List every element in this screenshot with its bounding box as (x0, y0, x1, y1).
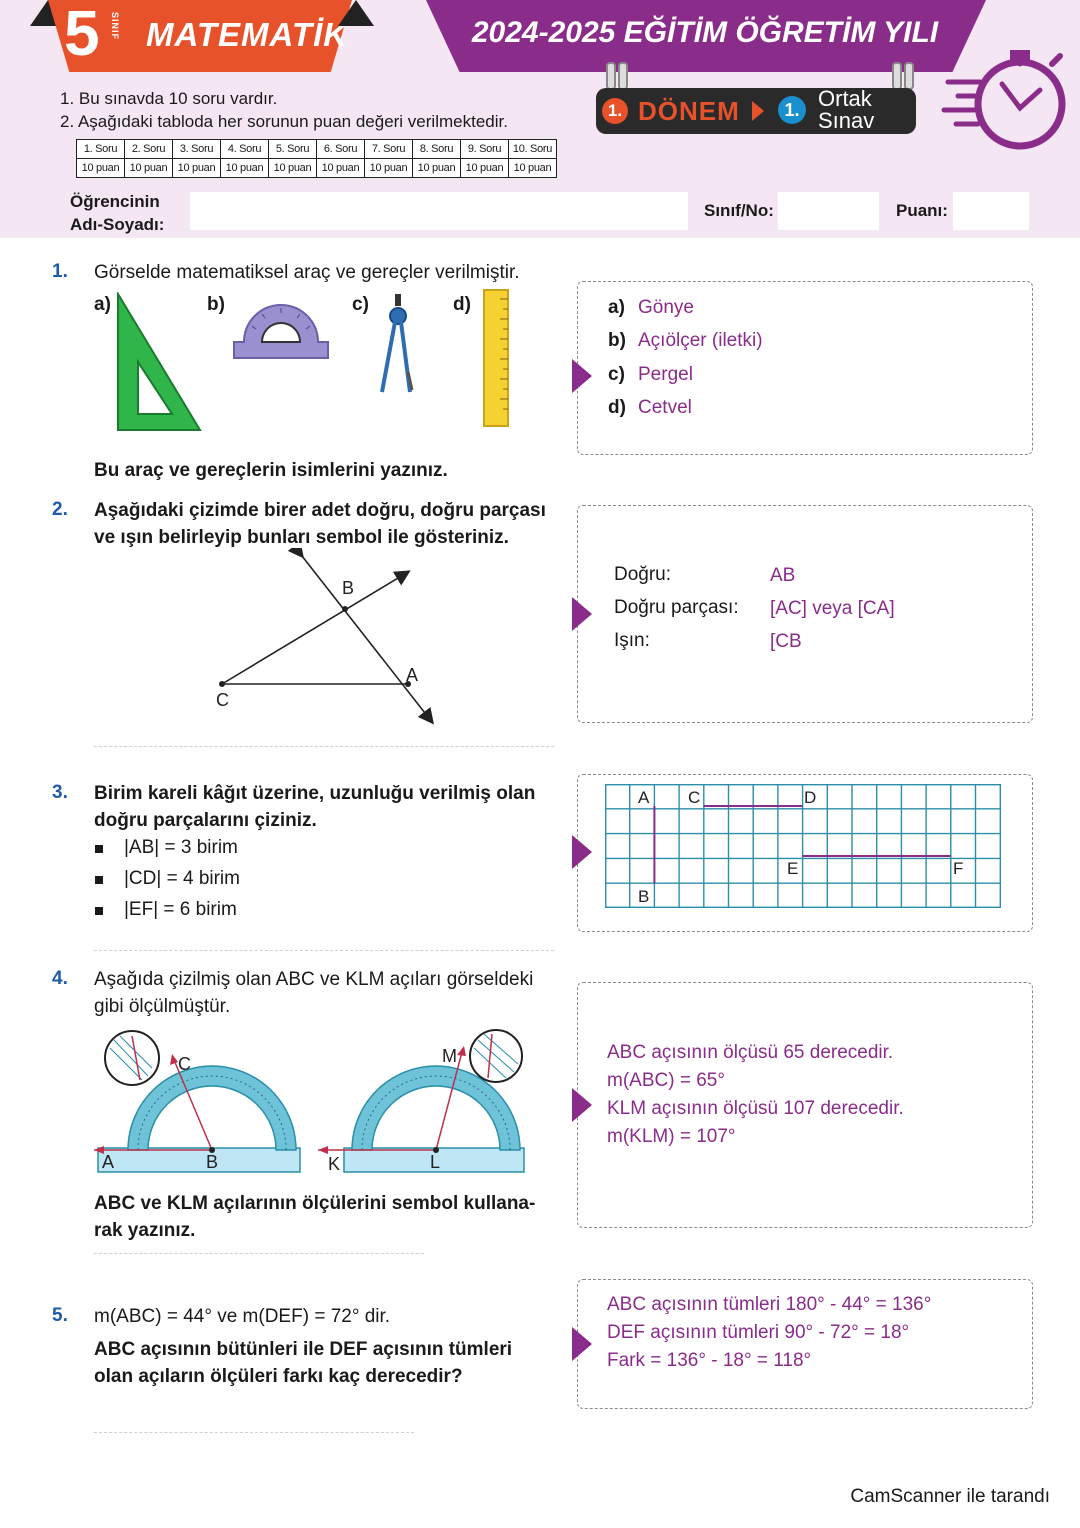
score-table-cell: 10 puan (365, 159, 413, 178)
score-table-cell: 10 puan (221, 159, 269, 178)
score-table-cell: 10 puan (173, 159, 221, 178)
tool-a-label: a) (94, 294, 111, 315)
question-4-instruction-line2: rak yazınız. (94, 1220, 196, 1241)
play-arrow-icon (752, 101, 764, 121)
question-5-text-line2: olan açıların ölçüleri farkı kaç derecedir? (94, 1366, 463, 1387)
angle-point-b: B (206, 1152, 219, 1172)
unit-grid (605, 784, 1001, 908)
grid-point-b: B (638, 887, 650, 906)
exam-number: 1. (778, 96, 806, 124)
question-2-text-line2: ve ışın belirleyip bunları sembol ile gösteriniz. (94, 527, 509, 548)
grid-point-d: D (804, 788, 817, 807)
binder-ring (606, 62, 616, 90)
answer-1-letter: a) (608, 297, 625, 318)
ruler-image (483, 289, 509, 427)
score-table-cell: 10 puan (317, 159, 365, 178)
answer-arrow-icon (572, 597, 592, 631)
term-label: DÖNEM (638, 96, 740, 126)
class-number-field[interactable] (778, 192, 879, 230)
exam-rule-1: 1. Bu sınavda 10 soru vardır. (60, 89, 278, 108)
bullet-icon (95, 845, 103, 853)
answer-4-line: m(ABC) = 65° (607, 1070, 725, 1091)
answer-5-line: ABC açısının tümleri 180° - 44° = 136° (607, 1294, 932, 1315)
answer-1-letter: c) (608, 364, 625, 385)
answer-5-line: DEF açısının tümleri 90° - 72° = 18° (607, 1322, 910, 1343)
bullet-icon (95, 907, 103, 915)
question-2-text-line1: Aşağıdaki çizimde birer adet doğru, doğru parçası (94, 500, 546, 521)
question-separator (94, 950, 554, 951)
angle-abc-figure (92, 1028, 304, 1178)
score-table-header-row (77, 140, 557, 159)
question-5-text (94, 1336, 512, 1390)
grid-point-f: F (953, 859, 964, 878)
point-c-label: C (216, 690, 229, 710)
question-1-text: Görselde matematiksel araç ve gereçler verilmiştir. (94, 262, 520, 283)
question-2-text (94, 497, 546, 551)
question-4-number: 4. (52, 968, 68, 989)
answer-2-value: [AC] veya [CA] (770, 598, 895, 619)
exam-type-line1: Ortak (818, 86, 872, 111)
student-name-label-line1: Öğrencinin (70, 192, 160, 211)
point-a-label: A (406, 665, 419, 685)
segment-length-item: |CD| = 4 birim (124, 868, 240, 889)
answer-arrow-icon (572, 359, 592, 393)
answer-1-value: Gönye (638, 297, 694, 318)
bullet-icon (95, 876, 103, 884)
answer-2-label: Doğru: (614, 564, 672, 585)
question-4-instruction-line1: ABC ve KLM açılarının ölçülerini sembol kullana- (94, 1193, 536, 1214)
answer-1-value: Cetvel (638, 397, 692, 418)
grid-point-e: E (787, 859, 799, 878)
score-table-cell: 10 puan (77, 159, 125, 178)
question-4-text (94, 966, 533, 1020)
question-3-text (94, 780, 535, 834)
answer-2-value: AB (770, 565, 796, 586)
question-3-text-line2: doğru parçalarını çiziniz. (94, 810, 317, 831)
score-table (76, 139, 557, 178)
answer-2-value: [CB (770, 631, 802, 652)
exam-rule-2: 2. Aşağıdaki tabloda her sorunun puan değeri verilmektedir. (60, 112, 508, 131)
question-4-text-line2: gibi ölçülmüştür. (94, 996, 231, 1017)
question-3-text-line1: Birim kareli kâğıt üzerine, uzunluğu verilmiş olan (94, 783, 536, 804)
answer-1-letter: d) (608, 397, 626, 418)
protractor-image (230, 296, 332, 360)
grid-point-c: C (688, 788, 701, 807)
score-table-cell: 4. Soru (221, 140, 269, 159)
score-table-cell: 10 puan (413, 159, 461, 178)
score-table-cell: 9. Soru (461, 140, 509, 159)
score-field[interactable] (953, 192, 1029, 230)
question-5-text-line1: ABC açısının bütünleri ile DEF açısının tümleri (94, 1339, 513, 1360)
year-title: 2024-2025 EĞİTİM ÖĞRETİM YILI (471, 16, 939, 49)
score-table-cell: 10 puan (509, 159, 557, 178)
answer-arrow-icon (572, 1327, 592, 1361)
student-name-label-line2: Adı-Soyadı: (70, 215, 165, 234)
answer-5-line: Fark = 136° - 18° = 118° (607, 1350, 812, 1371)
score-table-cell: 1. Soru (77, 140, 125, 159)
grade-suffix: SINIF (110, 12, 120, 41)
score-table-cell: 6. Soru (317, 140, 365, 159)
point-b-label: B (342, 578, 355, 598)
score-table-cell: 2. Soru (125, 140, 173, 159)
binder-ring (618, 62, 628, 90)
class-number-label: Sınıf/No: (704, 201, 774, 220)
answer-1-letter: b) (608, 330, 626, 351)
question-2-number: 2. (52, 499, 68, 520)
score-table-cell: 7. Soru (365, 140, 413, 159)
answer-2-label: Işın: (614, 630, 650, 651)
student-name-field[interactable] (190, 192, 688, 230)
grid-point-a: A (638, 788, 650, 807)
question-4-text-line1: Aşağıda çizilmiş olan ABC ve KLM açıları görseldeki (94, 969, 534, 990)
binder-ring (904, 62, 914, 90)
angle-point-a: A (102, 1152, 115, 1172)
subject-title: MATEMATİK (146, 16, 349, 53)
question-1-number: 1. (52, 261, 68, 282)
score-table-cell: 5. Soru (269, 140, 317, 159)
score-table-cell: 3. Soru (173, 140, 221, 159)
score-table-points-row (77, 159, 557, 178)
set-square-image (116, 292, 202, 432)
question-separator (94, 746, 554, 747)
score-label: Puanı: (896, 201, 948, 220)
angle-point-c: C (178, 1054, 191, 1074)
answer-arrow-icon (572, 835, 592, 869)
question-1-instruction: Bu araç ve gereçlerin isimlerini yazınız. (94, 460, 448, 481)
score-table-cell: 10. Soru (509, 140, 557, 159)
header-corner-right (338, 0, 374, 26)
score-table-cell: 10 puan (125, 159, 173, 178)
answer-2-label: Doğru parçası: (614, 597, 739, 618)
question-5-given: m(ABC) = 44° ve m(DEF) = 72° dir. (94, 1306, 391, 1327)
question-separator (94, 1432, 414, 1433)
tool-c-label: c) (352, 294, 369, 315)
answer-4-line: ABC açısının ölçüsü 65 derecedir. (607, 1042, 894, 1063)
scanner-watermark: CamScanner ile tarandı (850, 1486, 1050, 1507)
angle-point-k: K (328, 1154, 341, 1174)
student-name-label (70, 190, 164, 236)
question-3-number: 3. (52, 782, 68, 803)
angle-point-l: L (430, 1152, 441, 1172)
stopwatch-icon (940, 46, 1072, 156)
term-number: 1. (602, 98, 628, 124)
tool-d-label: d) (453, 294, 471, 315)
segment-length-item: |AB| = 3 birim (124, 837, 238, 858)
answer-arrow-icon (572, 1088, 592, 1122)
score-table-cell: 8. Soru (413, 140, 461, 159)
answer-1-value: Pergel (638, 364, 693, 385)
lines-figure (200, 548, 450, 734)
answer-4-line: KLM açısının ölçüsü 107 derecedir. (607, 1098, 904, 1119)
answer-4-line: m(KLM) = 107° (607, 1126, 736, 1147)
angle-point-m: M (442, 1046, 457, 1066)
angle-klm-figure (316, 1028, 528, 1178)
score-table-cell: 10 puan (461, 159, 509, 178)
segment-length-item: |EF| = 6 birim (124, 899, 237, 920)
binder-ring (892, 62, 902, 90)
question-separator (94, 1253, 424, 1254)
answer-1-value: Açıölçer (iletki) (638, 330, 763, 351)
question-4-instruction (94, 1190, 535, 1244)
exam-type (818, 88, 874, 132)
exam-type-line2: Sınav (818, 108, 875, 133)
grade-number: 5 (64, 0, 100, 69)
score-table-cell: 10 puan (269, 159, 317, 178)
question-5-number: 5. (52, 1305, 68, 1326)
tool-b-label: b) (207, 294, 225, 315)
compass-image (378, 292, 418, 396)
